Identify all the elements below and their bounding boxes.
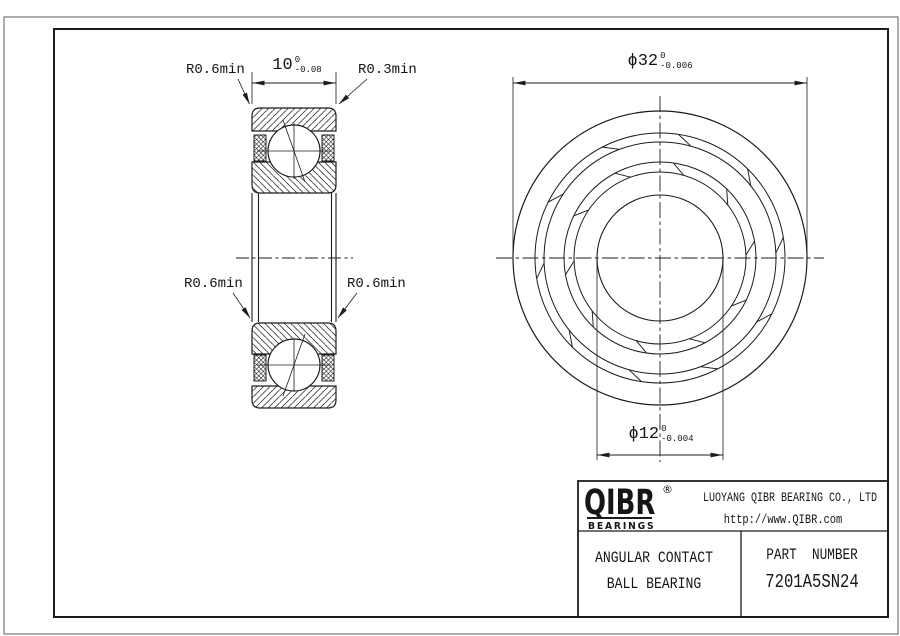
product-type-line1: ANGULAR CONTACT: [594, 549, 714, 567]
part-number-label: PART NUMBER: [766, 546, 858, 564]
company-logo: QIBR: [584, 483, 656, 523]
radius-label-top-right: R0.3min: [358, 62, 417, 78]
width-dimension-value: 10: [272, 56, 293, 75]
width-dimension: [272, 57, 321, 77]
tolerance-upper: 0: [660, 51, 666, 61]
section-view: [233, 72, 367, 408]
product-type-line2: BALL BEARING: [606, 575, 702, 593]
od-dimension-tolerance: [660, 52, 692, 72]
drawing-frame: [54, 29, 888, 617]
page-edge: [4, 17, 898, 634]
bore-dimension-value: ϕ12: [628, 425, 660, 444]
cage-top-left: [254, 135, 266, 161]
company-website: http://www.QIBR.com: [723, 512, 843, 527]
cage-bottom-right: [322, 355, 334, 381]
cage-bottom-left: [254, 355, 266, 381]
radius-label-bottom-left: R0.6min: [184, 276, 243, 292]
radius-label-top-left: R0.6min: [186, 62, 245, 78]
tolerance-upper: 0: [661, 424, 667, 434]
bore-dimension-tolerance: [661, 425, 693, 445]
company-name: LUOYANG QIBR BEARING CO., LTD: [702, 491, 878, 505]
od-dimension-value: ϕ32: [627, 52, 659, 71]
tolerance-lower: -0.004: [661, 433, 694, 444]
tolerance-lower: -0.006: [660, 60, 693, 71]
width-dimension-lines: [252, 72, 336, 104]
part-number-value: 7201A5SN24: [765, 571, 859, 593]
bore-side-lines: [252, 193, 336, 322]
tolerance-lower: -0.08: [294, 64, 322, 75]
bore-diameter-dimension: [628, 426, 693, 446]
radius-label-bottom-right: R0.6min: [347, 276, 406, 292]
front-view: [496, 77, 824, 462]
tolerance-upper: 0: [294, 55, 301, 65]
registered-trademark-icon: ®: [662, 483, 673, 496]
logo-subtext: BEARINGS: [588, 521, 656, 532]
outer-diameter-dimension: [627, 53, 692, 73]
width-dimension-tolerance: [295, 56, 322, 76]
cage-top-right: [322, 135, 334, 161]
